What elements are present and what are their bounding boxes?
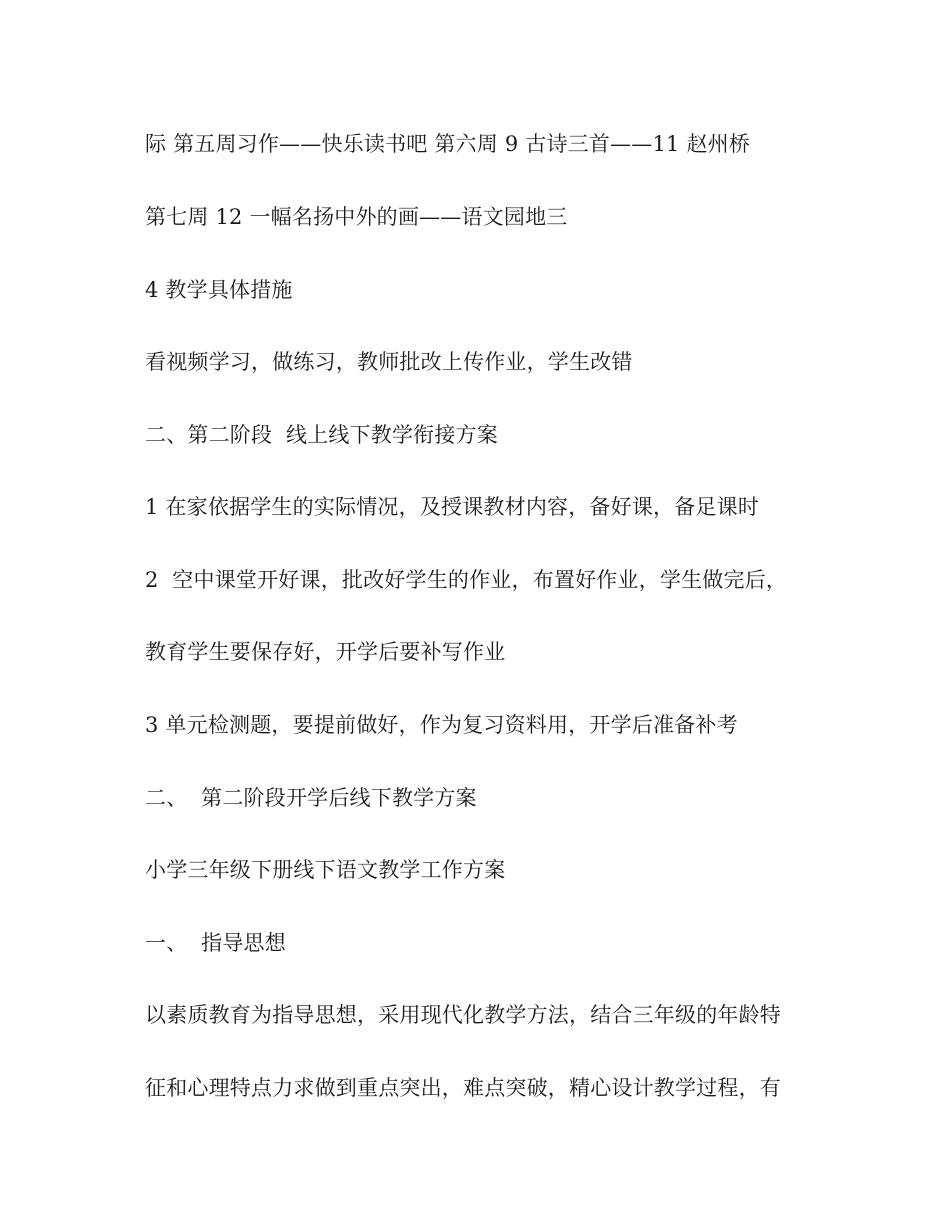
text-line: 际 第五周习作——快乐读书吧 第六周 9 古诗三首——11 赵州桥 bbox=[145, 132, 751, 156]
text-line: 1 在家依据学生的实际情况，及授课教材内容，备好课，备足课时 bbox=[145, 495, 760, 519]
document-title: 小学三年级下册线下语文教学工作方案 bbox=[145, 858, 506, 882]
text-line: 第七周 12 一幅名扬中外的画——语文园地三 bbox=[145, 205, 568, 229]
text-line: 征和心理特点力求做到重点突出，难点突破，精心设计教学过程，有 bbox=[145, 1076, 781, 1100]
text-line: 教育学生要保存好，开学后要补写作业 bbox=[145, 640, 506, 664]
text-line: 看视频学习，做练习，教师批改上传作业，学生改错 bbox=[145, 350, 633, 374]
text-line: 以素质教育为指导思想，采用现代化教学方法，结合三年级的年龄特 bbox=[145, 1003, 781, 1027]
text-line: 2 空中课堂开好课，批改好学生的作业，布置好作业，学生做完后， bbox=[145, 568, 788, 592]
text-line: 3 单元检测题，要提前做好，作为复习资料用，开学后准备补考 bbox=[145, 713, 738, 737]
section-heading: 4 教学具体措施 bbox=[145, 278, 293, 302]
section-heading: 二、第二阶段 线上线下教学衔接方案 bbox=[145, 423, 498, 447]
section-heading: 一、 指导思想 bbox=[145, 931, 286, 955]
section-heading: 二、 第二阶段开学后线下教学方案 bbox=[145, 786, 477, 810]
